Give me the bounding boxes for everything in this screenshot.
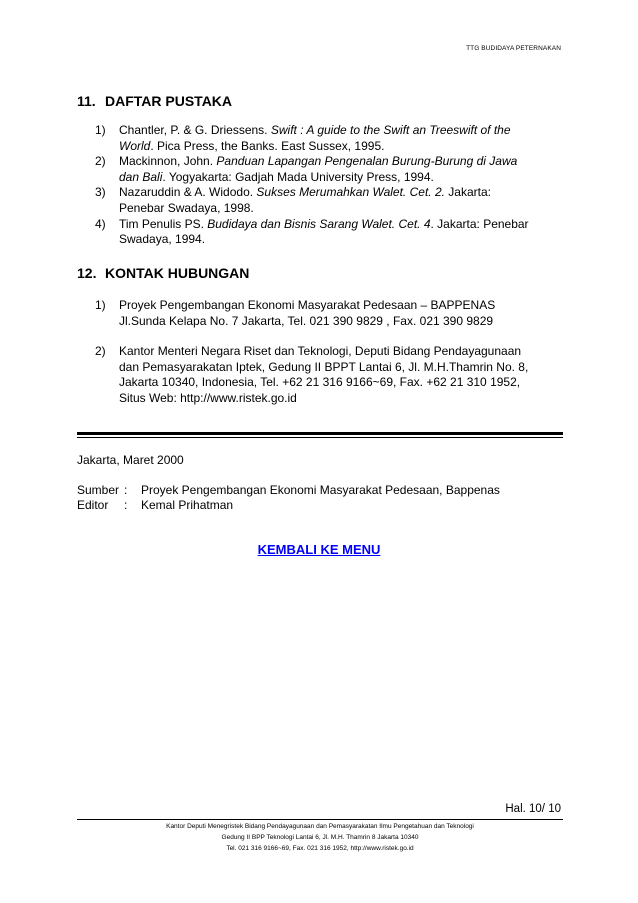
- section-11-title: DAFTAR PUSTAKA: [105, 93, 233, 109]
- item-number: 4): [95, 216, 106, 231]
- bibliography-item: [95, 217, 562, 248]
- divider-thick: [77, 432, 563, 435]
- item-number: 2): [95, 344, 106, 359]
- bibliography-list: [95, 123, 562, 248]
- divider-thin: [77, 437, 563, 438]
- place-date: Jakarta, Maret 2000: [77, 453, 184, 467]
- contact-line: Jl.Sunda Kelapa No. 7 Jakarta, Tel. 021 390 9829 , Fax. 021 390 9829: [119, 313, 494, 328]
- ref-text: . Jakarta: Penebar: [430, 216, 529, 231]
- contact-item: [95, 344, 562, 406]
- ref-text: Chantler, P. & G. Driessens.: [119, 123, 271, 137]
- editor-value: Kemal Prihatman: [141, 498, 234, 512]
- editor-label: Editor: [77, 498, 109, 512]
- bibliography-item: [95, 154, 562, 185]
- item-number: 1): [95, 298, 106, 312]
- bibliography-item: [95, 185, 562, 216]
- editor-colon: :: [124, 498, 128, 512]
- ref-text: Swadaya, 1994.: [119, 232, 206, 247]
- footer-divider: [77, 819, 563, 820]
- contact-line: Proyek Pengembangan Ekonomi Masyarakat Pedesaan – BAPPENAS: [119, 298, 496, 312]
- ref-title: Budidaya dan Bisnis Sarang Walet. Cet. 4: [207, 216, 431, 231]
- ref-text: . Yogyakarta: Gadjah Mada University Press, 1994.: [162, 169, 434, 184]
- section-11-number: 11.: [77, 93, 96, 109]
- footer-line: Gedung II BPP Teknologi Lantai 6, Jl. M.H. Thamrin 8 Jakarta 10340: [221, 834, 419, 841]
- running-header: TTG BUDIDAYA PETERNAKAN: [466, 45, 561, 52]
- contact-line: Kantor Menteri Negara Riset dan Teknologi, Deputi Bidang Pendayagunaan: [119, 344, 522, 359]
- ref-title: Swift : A guide to the Swift an Treeswift of the: [270, 123, 511, 137]
- footer-line: Tel. 021 316 9166~69, Fax. 021 316 1952, http://www.ristek.go.id: [226, 845, 414, 852]
- contact-list: [95, 298, 562, 407]
- section-12-heading: [77, 265, 249, 281]
- ref-text: Mackinnon, John.: [119, 154, 217, 169]
- item-number: 2): [95, 154, 106, 169]
- ref-title: dan Bali: [119, 169, 163, 184]
- ref-text: . Pica Press, the Banks. East Sussex, 1995.: [150, 138, 385, 153]
- page-number: Hal. 10/ 10: [505, 803, 561, 815]
- section-12-title: KONTAK HUBUNGAN: [105, 265, 250, 281]
- ref-title: Sukses Merumahkan Walet. Cet. 2.: [256, 185, 445, 200]
- footer-line: Kantor Deputi Menegristek Bidang Pendayagunaan dan Pemasyarakatan Ilmu Pengetahuan dan Teknologi: [166, 823, 474, 830]
- ref-text: Jakarta:: [444, 185, 491, 200]
- item-number: 1): [95, 123, 106, 137]
- ref-title: World: [119, 138, 151, 153]
- ref-title: Panduan Lapangan Pengenalan Burung-Burung di Jawa: [216, 154, 518, 169]
- source-value: Proyek Pengembangan Ekonomi Masyarakat Pedesaan, Bappenas: [141, 483, 500, 497]
- footer: [77, 821, 563, 854]
- contact-item: [95, 298, 562, 329]
- source-label: Sumber: [77, 483, 120, 497]
- ref-text: Penebar Swadaya, 1998.: [119, 200, 254, 215]
- source-colon: :: [124, 483, 128, 497]
- ref-text: Tim Penulis PS.: [119, 216, 208, 231]
- contact-line: Jakarta 10340, Indonesia, Tel. +62 21 316 9166~69, Fax. +62 21 310 1952,: [119, 375, 521, 390]
- editor-row: [77, 497, 233, 513]
- contact-website: Situs Web: http://www.ristek.go.id: [119, 390, 297, 405]
- item-number: 3): [95, 185, 106, 200]
- contact-line: dan Pemasyarakatan Iptek, Gedung II BPPT Lantai 6, Jl. M.H.Thamrin No. 8,: [119, 359, 529, 374]
- section-11-heading: [77, 93, 232, 109]
- ref-text: Nazaruddin & A. Widodo.: [119, 185, 257, 200]
- section-12-number: 12.: [77, 265, 97, 281]
- bibliography-item: [95, 123, 562, 154]
- source-row: [77, 482, 500, 498]
- back-to-menu-link[interactable]: KEMBALI KE MENU: [257, 542, 381, 557]
